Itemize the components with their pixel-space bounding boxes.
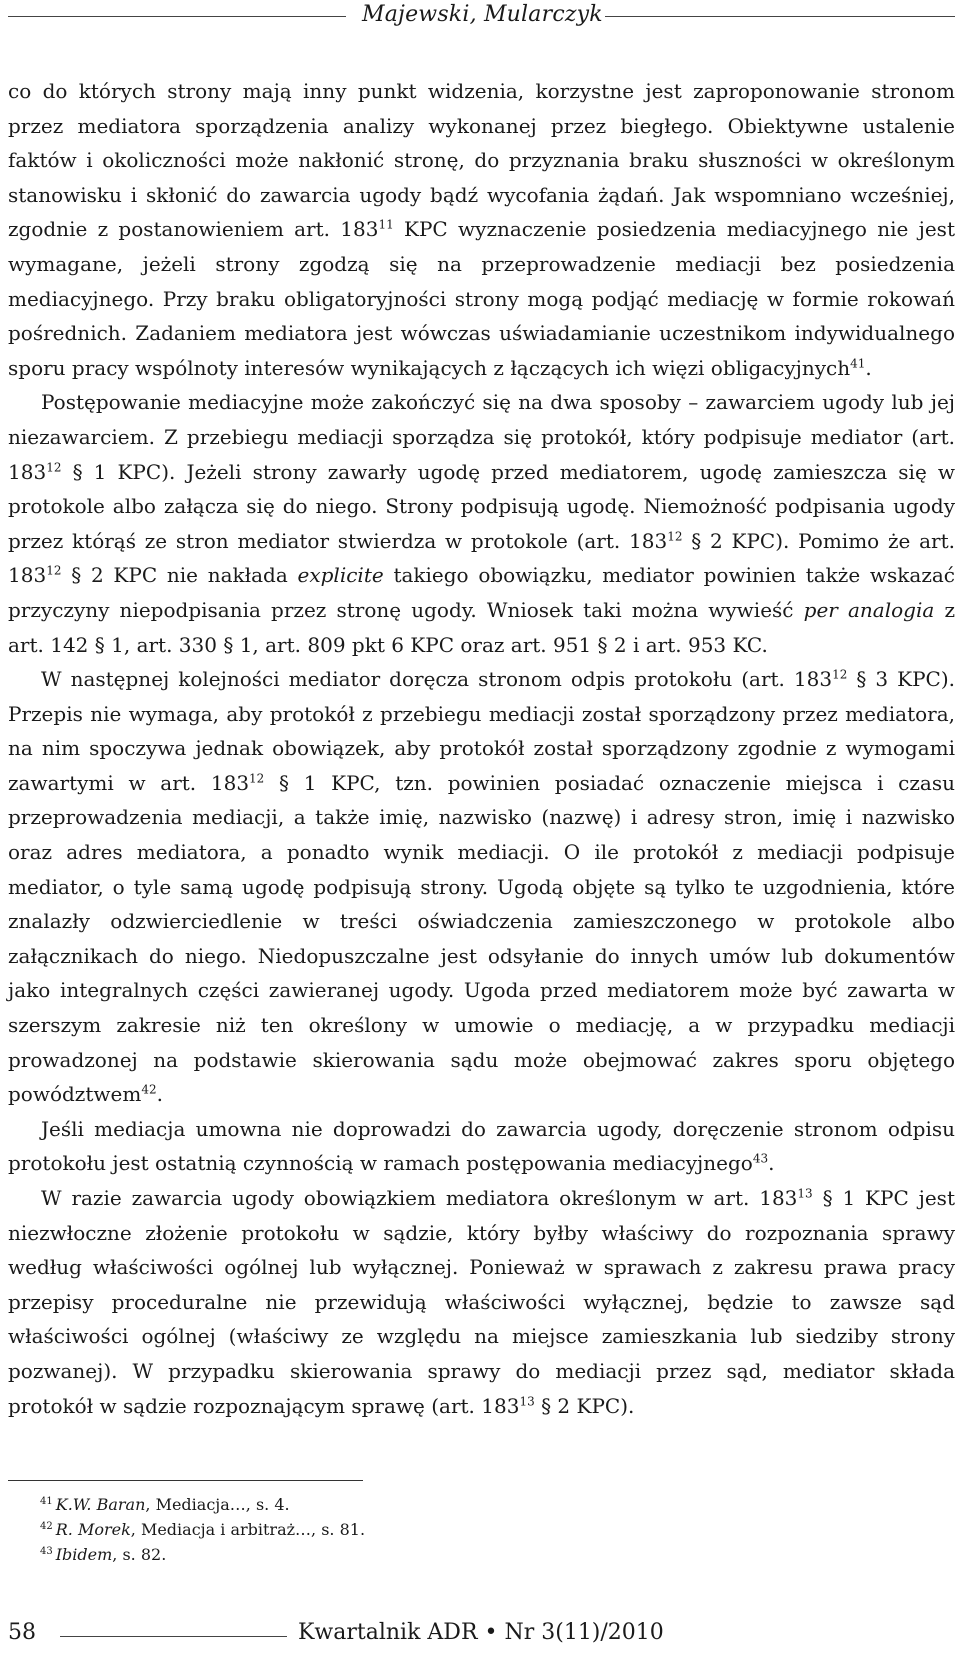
text-run: Jeśli mediacja umowna nie doprowadzi do zawarcia ugody, doręczenie stronom odpisu protokołu jest ostatnią czynnością w ramach postępowania mediacyjnego [8,1116,955,1176]
header-rule-right [605,16,955,17]
text-run: § 2 KPC nie nakłada [61,563,298,588]
text-run: , Mediacja…, s. 4. [145,1495,290,1514]
italic-text: per analogia [803,597,935,622]
footnote-ref: 12 [832,667,848,682]
text-run: KPC wyznaczenie posiedzenia mediacyjnego nie jest wymagane, jeżeli strony zgodzą się na przeprowadzenie mediacji bez posiedzenia mediacyjnego. Przy braku obligatoryjności strony mogą podjąć mediację w formie rokowań pośrednich. Zadaniem mediatora jest wówczas uświadamianie uczestnikom indywidualnego sporu pracy wspólnoty interesów wynikających z łączących ich więzi obligacyjnych [8,217,955,380]
footnote-ref: 41 [850,356,866,371]
running-header [0,0,960,32]
text-run: § 2 KPC). Pomimo że art. 183 [8,528,955,588]
journal-title: Kwartalnik ADR • Nr 3(11)/2010 [298,1620,664,1645]
footnote-ref: 12 [249,771,265,786]
footnote-ref: 12 [667,529,683,544]
text-run: . [156,1082,163,1107]
text-run: . [865,355,872,380]
running-title: Majewski, Mularczyk [362,2,603,27]
footnote-ref: 13 [797,1186,813,1201]
italic-text: Ibidem [55,1545,113,1564]
text-run: Postępowanie mediacyjne może zakończyć się na dwa sposoby – zawarciem ugody lub jej niezawarciem. Z przebiegu mediacji sporządza się protokół, który podpisuje mediator (art. 183 [8,390,955,484]
paragraph [8,385,955,662]
paragraph [8,74,955,385]
text-run: § 3 KPC). Przepis nie wymaga, aby protokół z przebiegu mediacji został sporządzony przez mediatora, na nim spoczywa jednak obowiązek, aby protokół został sporządzony zgodnie z wymogami zawartymi w art. 183 [8,667,955,795]
text-run: z art. 142 § 1, art. 330 § 1, art. 809 pkt 6 KPC oraz art. 951 § 2 i art. 953 KC. [8,597,955,657]
footnote-ref: 42 [141,1082,157,1097]
footnote-number: 43 [40,1545,53,1557]
text-run: , Mediacja i arbitraż…, s. 81. [130,1520,366,1539]
italic-text: explicite [297,563,384,588]
footnote-ref: 43 [752,1151,769,1166]
page-footer [0,1620,960,1650]
text-run: § 2 KPC). [534,1393,635,1418]
page-number: 58 [8,1620,36,1645]
italic-text: R. Morek [55,1520,131,1539]
text-run: § 1 KPC jest niezwłoczne złożenie protokołu w sądzie, który byłby właściwy do rozpoznania sprawy według właściwości ogólnej lub wyłącznej. Ponieważ w sprawach z zakresu prawa pracy przepisy proceduralne nie przewidują właściwości wyłącznej, będzie to zawsze sąd właściwości ogólnej (właściwy ze względu na miejsce zamieszkania lub siedziby strony pozwanej). W przypadku skierowania sprawy do mediacji przez sąd, mediator składa protokół w sądzie rozpoznającym sprawę (art. 183 [8,1186,955,1418]
italic-text: K.W. Baran [55,1495,146,1514]
body-text [8,74,955,1423]
footnote-ref: 12 [46,459,62,474]
footnote-ref: 11 [378,217,394,232]
footnote-item [40,1492,365,1517]
footer-rule [60,1636,287,1637]
footnotes [40,1492,365,1567]
text-run: co do których strony mają inny punkt widzenia, korzystne jest zaproponowanie stronom przez mediatora sporządzenia analizy wykonanej przez biegłego. Obiektywne ustalenie faktów i okoliczności może nakłonić stronę, do przyznania braku słuszności w określonym stanowisku i skłonić do zawarcia ugody bądź wycofania żądań. Jak wspomniano wcześniej, zgodnie z postanowieniem art. 183 [8,79,955,242]
text-run: W następnej kolejności mediator doręcza stronom odpis protokołu (art. 183 [41,667,833,692]
text-run: § 1 KPC, tzn. powinien posiadać oznaczenie miejsca i czasu przeprowadzenia mediacji, a także imię, nazwisko (nazwę) i adresy stron, imię i nazwisko oraz adres mediatora, a ponadto wynik mediacji. O ile protokół z mediacji podpisuje mediator, o tyle samą ugodę podpisują strony. Ugodą objęte są tylko te uzgodnienia, które znalazły odzwierciedlenie w treści oświadczenia zamieszczonego w protokole albo załącznikach do niego. Niedopuszczalne jest odsyłanie do innych umów lub dokumentów jako integralnych części zawieranej ugody. Ugoda przed mediatorem może być zawarta w szerszym zakresie niż ten określony w umowie o mediację, a w przypadku mediacji prowadzonej na podstawie skierowania sądu może obejmować zakres sporu objętego powództwem [8,770,955,1107]
paragraph [8,1112,955,1181]
text-run: , s. 82. [112,1545,167,1564]
footnote-item [40,1542,365,1567]
footnote-item [40,1517,365,1542]
text-run: takiego obowiązku, mediator powinien także wskazać przyczyny niepodpisania przez stronę ugody. Wniosek taki można wywieść [8,563,955,622]
paragraph [8,1181,955,1423]
footnote-separator [8,1480,363,1481]
footnote-ref: 13 [519,1393,535,1408]
paragraph [8,662,955,1112]
footnote-ref: 12 [46,563,62,578]
footnote-number: 42 [40,1520,53,1532]
footnote-number: 41 [40,1495,53,1507]
header-rule-left [8,16,346,17]
text-run: § 1 KPC). Jeżeli strony zawarły ugodę przed mediatorem, ugodę zamieszcza się w protokole albo załącza się do niego. Strony podpisują ugodę. Niemożność podpisania ugody przez którąś ze stron mediator stwierdza w protokole (art. 183 [8,459,955,553]
text-run: W razie zawarcia ugody obowiązkiem mediatora określonym w art. 183 [41,1186,798,1210]
text-run: . [768,1151,775,1176]
